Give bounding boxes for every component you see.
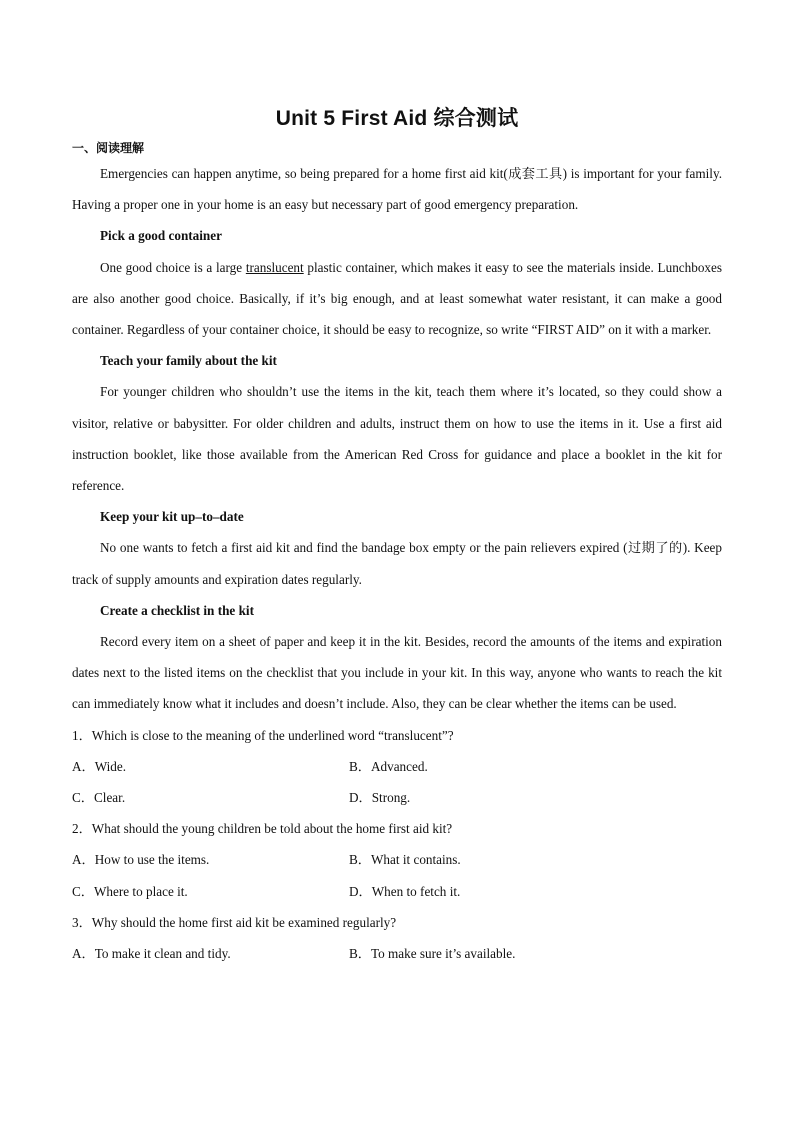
subheading-create-checklist: Create a checklist in the kit bbox=[100, 602, 254, 618]
reading-passage bbox=[72, 158, 722, 969]
question-1-option-a: A．Wide. bbox=[72, 758, 127, 774]
question-3-option-a: A．To make it clean and tidy. bbox=[72, 946, 231, 962]
paragraph-container-text-1: One good choice is a large bbox=[100, 259, 246, 275]
question-3-option-b: B．To make sure it’s available. bbox=[349, 946, 516, 962]
subheading-keep-up-to-date: Keep your kit up–to–date bbox=[100, 509, 244, 525]
subheading-teach-family: Teach your family about the kit bbox=[100, 353, 277, 369]
page-title: Unit 5 First Aid 综合测试 bbox=[275, 107, 519, 130]
section-heading: 一、阅读理解 bbox=[72, 141, 145, 155]
paragraph-intro: Emergencies can happen anytime, so being prepared for a home first aid kit(成套工具) is important for your family. Having a proper one in your home is an easy but necessary part of good emergency preparation. bbox=[72, 166, 722, 213]
question-2-option-d: D．When to fetch it. bbox=[349, 883, 461, 899]
paragraph-keep: No one wants to fetch a first aid kit and find the bandage box empty or the pain relievers expired (过期了的). Keep track of supply amounts and expiration dates regularly. bbox=[72, 540, 722, 587]
question-2-stem: 2．What should the young children be told about the home first aid kit? bbox=[72, 821, 453, 837]
paragraph-teach: For younger children who shouldn’t use the items in the kit, teach them where it’s located, so they could show a visitor, relative or babysitter. For older children and adults, instruct them on how to use the items in it. Use a first aid instruction booklet, like those available from the American Red Cross for guidance and place a booklet in the kit for reference. bbox=[72, 384, 722, 494]
question-3-stem: 3．Why should the home first aid kit be examined regularly? bbox=[72, 914, 397, 930]
question-1-option-d: D．Strong. bbox=[349, 790, 411, 806]
underlined-word-translucent: translucent bbox=[245, 259, 304, 275]
paragraph-checklist: Record every item on a sheet of paper and keep it in the kit. Besides, record the amounts of the items and expiration dates next to the listed items on the checklist that you include in your kit. In this way, anyone who wants to reach the kit can immediately know what it includes and doesn’t include. Also, they can be clear whether the items can be used. bbox=[72, 634, 722, 712]
question-1-option-c: C．Clear. bbox=[72, 790, 126, 806]
question-2-option-a: A．How to use the items. bbox=[72, 852, 210, 868]
question-2-options-row-1 bbox=[72, 844, 722, 875]
question-2-option-c: C．Where to place it. bbox=[72, 883, 188, 899]
question-2-options-row-2 bbox=[72, 876, 722, 907]
question-1-option-b: B．Advanced. bbox=[349, 758, 428, 774]
question-2-option-b: B．What it contains. bbox=[349, 852, 461, 868]
question-3-options-row-1 bbox=[72, 938, 722, 969]
question-1-options-row-1 bbox=[72, 751, 722, 782]
paragraph-container-text-2: plastic container, which makes it easy to see the materials inside. Lunchboxes are also another good choice. Basically, if it’s big enough, and at least somewhat water resistant, it can make a good container. Regardless of your container choice, it should be easy to recognize, so write “FIRST AID” on it with a marker. bbox=[72, 259, 722, 338]
paragraph-container bbox=[72, 252, 722, 346]
question-1-stem: 1．Which is close to the meaning of the underlined word “translucent”? bbox=[72, 727, 454, 743]
question-1-options-row-2 bbox=[72, 782, 722, 813]
subheading-pick-container: Pick a good container bbox=[100, 228, 222, 244]
